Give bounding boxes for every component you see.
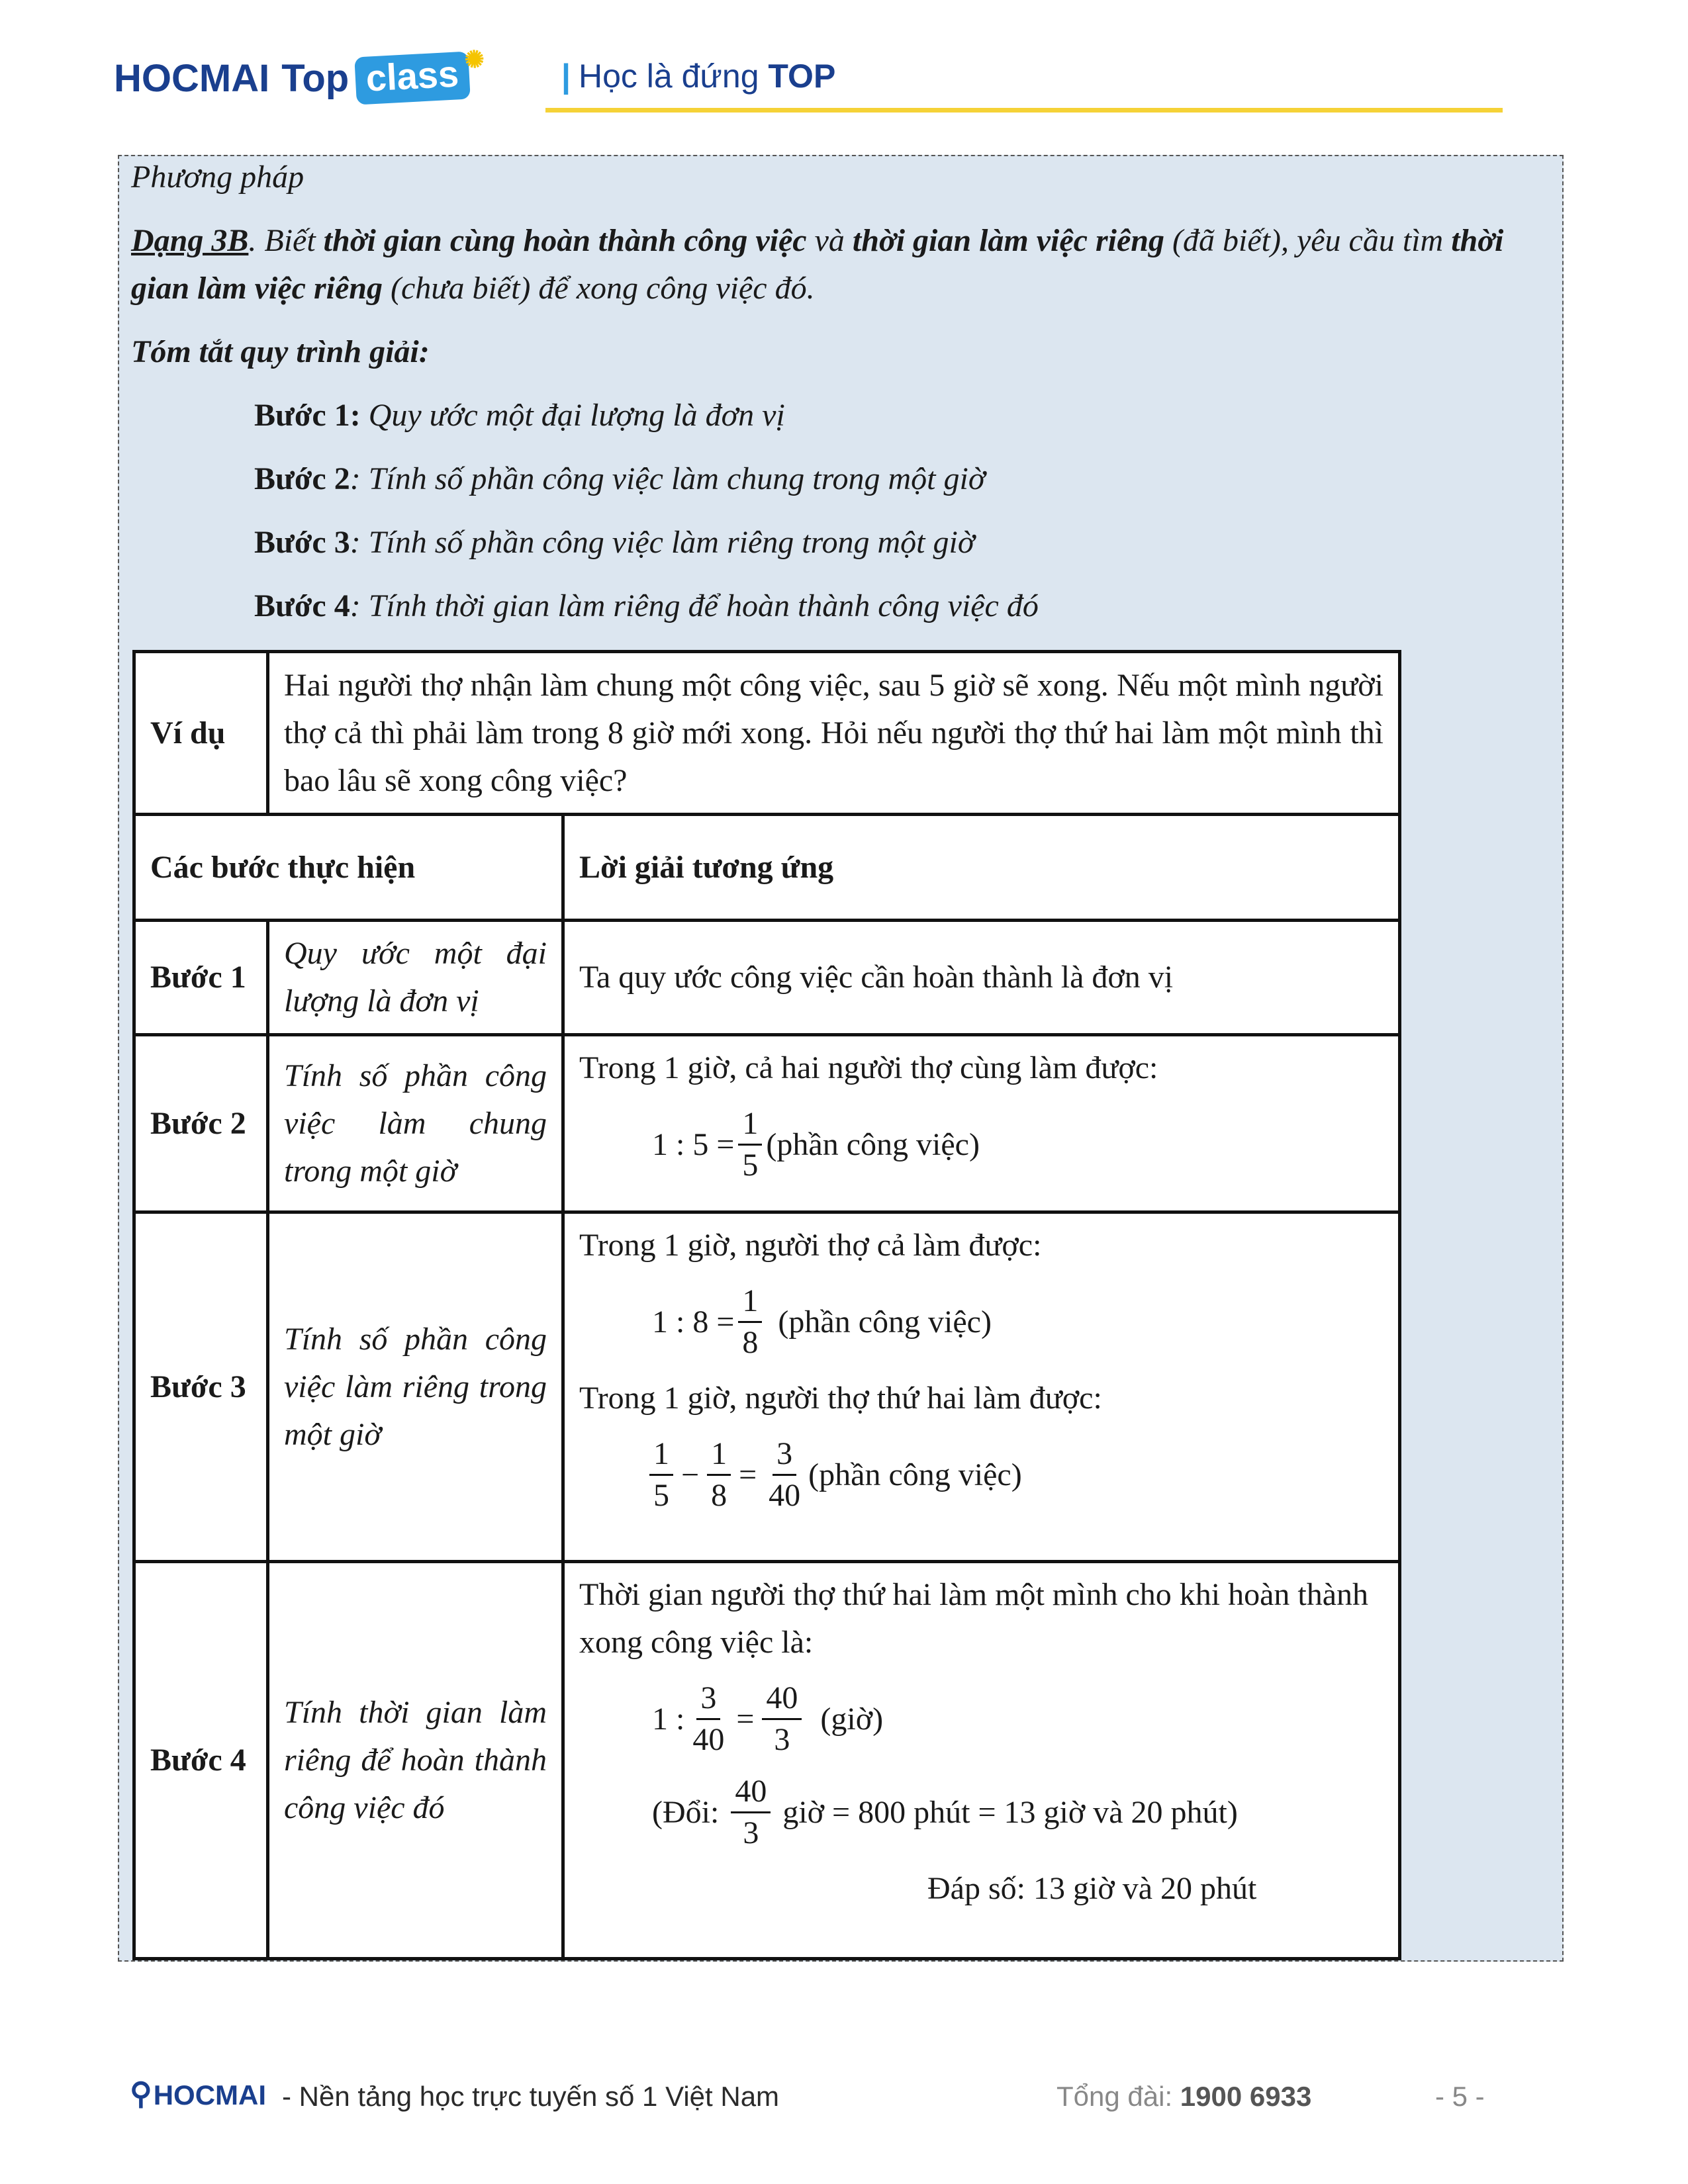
p1-d: thời gian làm việc riêng xyxy=(852,223,1164,258)
equation xyxy=(645,1434,1383,1516)
fraction-numerator: 3 xyxy=(696,1678,720,1720)
step-task: Tính số phần công việc làm chung trong một giờ xyxy=(268,1035,563,1212)
p2-a: gian làm việc riêng xyxy=(131,271,383,306)
fraction-denominator: 40 xyxy=(692,1722,725,1757)
summary-title xyxy=(131,328,430,376)
eq-unit: (phần công việc) xyxy=(808,1457,1022,1492)
step-task: Tính thời gian làm riêng để hoàn thành công việc đó xyxy=(268,1562,563,1959)
page-number: - 5 - xyxy=(1435,2081,1485,2112)
conversion xyxy=(652,1772,1383,1853)
solution-line: Trong 1 giờ, người thợ cả làm được: xyxy=(579,1228,1042,1263)
summary-step-1 xyxy=(254,392,785,439)
slogan-highlight: TOP xyxy=(768,58,836,95)
fraction-denominator: 3 xyxy=(774,1722,790,1757)
fraction-numerator: 1 xyxy=(649,1434,673,1476)
footer-logo xyxy=(130,2075,266,2111)
slogan-divider: | xyxy=(561,58,571,95)
fraction xyxy=(649,1434,673,1516)
fraction xyxy=(765,1434,804,1516)
solution-line: Ta quy ước công việc cần hoàn thành là đơn vị xyxy=(579,960,1174,995)
fraction-denominator: 8 xyxy=(742,1325,759,1360)
equation xyxy=(652,1104,1383,1185)
summary-step-2 xyxy=(254,455,985,503)
fraction xyxy=(731,1772,771,1853)
equals-sign: = xyxy=(739,1457,757,1492)
slogan-prefix: Học là đứng xyxy=(579,58,759,95)
step-solution xyxy=(563,1212,1400,1562)
fraction-numerator: 40 xyxy=(762,1678,802,1720)
method-heading: Phương pháp xyxy=(131,159,305,195)
fraction-numerator: 1 xyxy=(738,1281,762,1323)
step-task: Tính số phần công việc làm riêng trong một giờ xyxy=(268,1212,563,1562)
table-row-step-1 xyxy=(134,921,1400,1035)
summary-title-text: Tóm tắt quy trình giải: xyxy=(131,334,430,369)
brand-main: HOCMAI xyxy=(114,56,270,100)
brand-class: class xyxy=(365,52,460,99)
equation xyxy=(652,1678,1383,1760)
eq-lhs: 1 : xyxy=(652,1701,685,1737)
summary-step-text: : Tính thời gian làm riêng để hoàn thành công việc đó xyxy=(350,588,1039,623)
hotline-label: Tổng đài: xyxy=(1056,2081,1180,2112)
eq-lhs: 1 : 5 = xyxy=(652,1126,735,1162)
table-row-step-4 xyxy=(134,1562,1400,1959)
table-row-example xyxy=(134,652,1400,815)
solution-line: Thời gian người thợ thứ hai làm một mình cho khi hoàn thành xong công việc là: xyxy=(579,1577,1369,1660)
brand-logo xyxy=(114,45,486,102)
step-label: Bước 3 xyxy=(134,1212,268,1562)
hotline-number: 1900 6933 xyxy=(1180,2081,1312,2112)
footer-tagline: - Nền tảng học trực tuyến số 1 Việt Nam xyxy=(282,2081,780,2112)
fraction-numerator: 40 xyxy=(731,1772,771,1813)
eq-unit: (phần công việc) xyxy=(778,1304,992,1340)
fraction-denominator: 5 xyxy=(742,1148,759,1183)
step-solution xyxy=(563,1562,1400,1959)
fraction-numerator: 3 xyxy=(773,1434,796,1476)
sun-icon: ✺ xyxy=(463,45,486,73)
p2-b: (chưa biết) để xong công việc đó. xyxy=(382,271,815,306)
fraction-denominator: 40 xyxy=(769,1478,801,1513)
summary-step-4 xyxy=(254,582,1039,630)
fraction-denominator: 5 xyxy=(653,1478,669,1513)
p1-b: thời gian cùng hoàn thành công việc xyxy=(323,223,807,258)
solution-line: Trong 1 giờ, người thợ thứ hai làm được: xyxy=(579,1381,1102,1416)
solution-line: Trong 1 giờ, cả hai người thợ cùng làm được: xyxy=(579,1050,1158,1085)
dang-label: Dạng 3B xyxy=(131,223,249,258)
step-task: Quy ước một đại lượng là đơn vị xyxy=(268,921,563,1035)
summary-step-text: Quy ước một đại lượng là đơn vị xyxy=(360,398,785,433)
step-label: Bước 2 xyxy=(134,1035,268,1212)
dang-description-line1 xyxy=(131,217,1503,265)
fraction-numerator: 1 xyxy=(738,1104,762,1146)
example-label: Ví dụ xyxy=(134,652,268,815)
fraction xyxy=(738,1104,762,1185)
fraction-denominator: 3 xyxy=(743,1815,759,1850)
fraction xyxy=(707,1434,731,1516)
p1-a: . Biết xyxy=(248,223,324,258)
equation xyxy=(652,1281,1383,1363)
eq-unit: (phần công việc) xyxy=(766,1126,980,1162)
fraction-numerator: 1 xyxy=(707,1434,731,1476)
p1-c: và xyxy=(806,223,853,258)
step-label: Bước 1 xyxy=(134,921,268,1035)
brand-class-badge xyxy=(354,45,486,105)
conversion-prefix: (Đổi: xyxy=(652,1794,720,1830)
minus-sign: − xyxy=(681,1457,700,1492)
eq-unit: (giờ) xyxy=(820,1701,884,1737)
table-row-header xyxy=(134,815,1400,921)
footer-hotline xyxy=(1056,2081,1311,2113)
equals-sign: = xyxy=(736,1701,755,1737)
table-row-step-2 xyxy=(134,1035,1400,1212)
p1-e: (đã biết), yêu cầu tìm xyxy=(1164,223,1452,258)
dang-description-line2 xyxy=(131,265,815,312)
fraction-denominator: 8 xyxy=(711,1478,727,1513)
col-solution-header: Lời giải tương ứng xyxy=(563,815,1400,921)
table-row-step-3 xyxy=(134,1212,1400,1562)
header-slogan xyxy=(561,57,835,95)
people-icon: ⚲ xyxy=(130,2076,152,2111)
fraction xyxy=(688,1678,728,1760)
conversion-rest: giờ = 800 phút = 13 giờ và 20 phút) xyxy=(782,1794,1238,1830)
summary-step-text: : Tính số phần công việc làm chung trong một giờ xyxy=(350,461,986,496)
summary-step-label: Bước 1: xyxy=(254,398,361,433)
summary-step-label: Bước 2 xyxy=(254,461,350,496)
p1-f: thời xyxy=(1451,223,1504,258)
final-answer: Đáp số: 13 giờ và 20 phút xyxy=(927,1871,1257,1906)
step-label: Bước 4 xyxy=(134,1562,268,1959)
example-text: Hai người thợ nhận làm chung một công việc, sau 5 giờ sẽ xong. Nếu một mình người thợ cả thì phải làm trong 8 giờ mới xong. Hỏi nếu người thợ thứ hai làm một mình thì bao lâu sẽ xong công việc? xyxy=(268,652,1400,815)
step-solution xyxy=(563,921,1400,1035)
eq-lhs: 1 : 8 = xyxy=(652,1304,735,1340)
step-solution xyxy=(563,1035,1400,1212)
summary-step-text: : Tính số phần công việc làm riêng trong một giờ xyxy=(350,525,975,560)
summary-step-3 xyxy=(254,519,974,567)
col-steps-header: Các bước thực hiện xyxy=(134,815,563,921)
footer-logo-text: HOCMAI xyxy=(153,2079,267,2111)
summary-step-label: Bước 4 xyxy=(254,588,350,623)
brand-top: Top xyxy=(281,56,350,100)
fraction xyxy=(738,1281,762,1363)
steps-table xyxy=(132,650,1401,1960)
header-underline xyxy=(545,108,1503,113)
summary-step-label: Bước 3 xyxy=(254,525,350,560)
fraction xyxy=(762,1678,802,1760)
